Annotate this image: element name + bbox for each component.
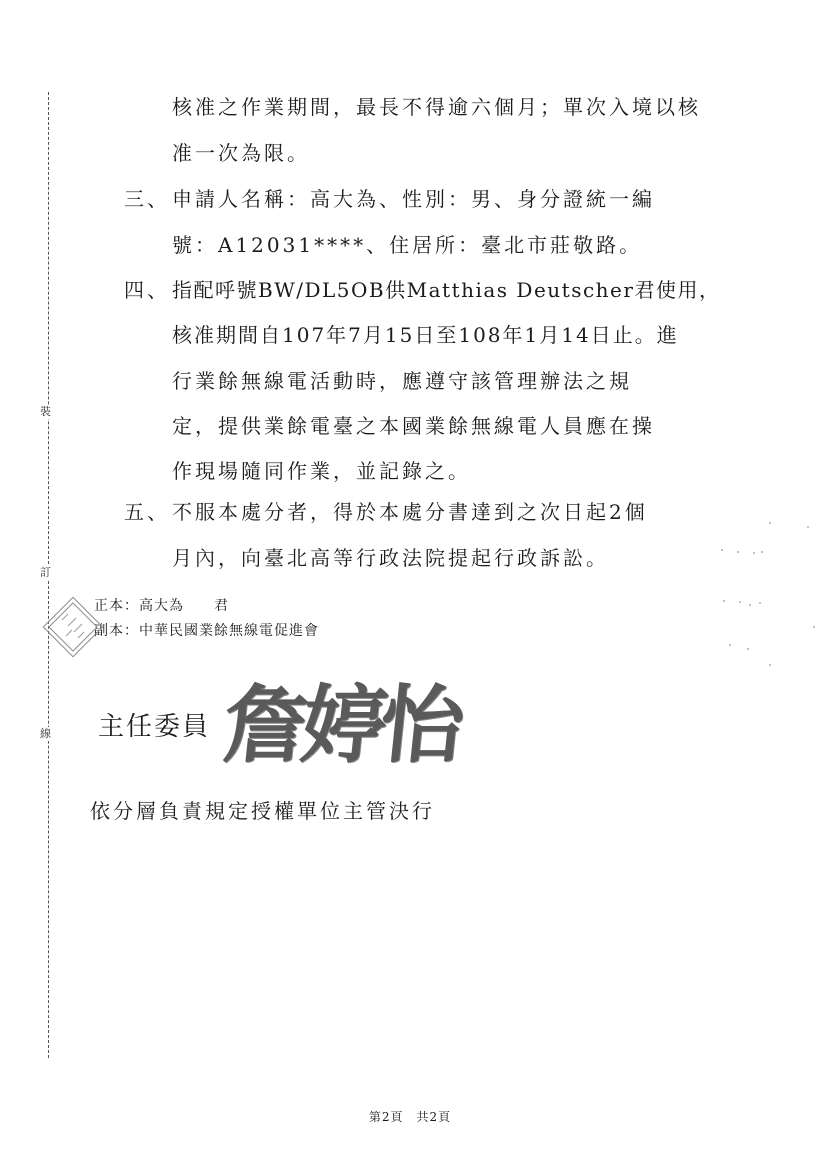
signature-name: 詹婷怡 <box>218 675 464 774</box>
text-line-10: 不服本處分者，得於本處分書達到之次日起2個 <box>172 500 648 524</box>
page-number: 第2頁 共2頁 <box>368 1110 452 1124</box>
copy-recipient: 副本：中華民國業餘無線電促進會 <box>94 623 319 639</box>
binding-mark-zhuang: 裝 <box>40 405 51 418</box>
text-line-8: 定，提供業餘電臺之本國業餘無線電人員應在操 <box>172 414 655 438</box>
item-number-3: 三、 <box>124 187 170 211</box>
text-line-9: 作現場隨同作業，並記錄之。 <box>172 459 471 483</box>
scan-specks <box>710 515 820 685</box>
text-line-5: 指配呼號BW/DL5OB供Matthias Deutscher君使用， <box>172 278 721 302</box>
item-number-4: 四、 <box>124 278 170 302</box>
binding-mark-xian: 線 <box>40 727 51 740</box>
text-line-7: 行業餘無線電活動時，應遵守該管理辦法之規 <box>172 369 632 393</box>
text-line-2: 准一次為限。 <box>172 141 310 165</box>
seal-stamp-icon <box>38 592 108 662</box>
binding-mark-ding: 訂 <box>40 566 51 579</box>
delegation-note: 依分層負責規定授權單位主管決行 <box>90 799 435 823</box>
original-recipient: 正本：高大為 君 <box>94 598 229 614</box>
text-line-4: 號：A12031****、住居所：臺北市莊敬路。 <box>172 233 643 257</box>
text-line-1: 核准之作業期間，最長不得逾六個月；單次入境以核 <box>172 95 701 119</box>
text-line-11: 月內，向臺北高等行政法院提起行政訴訟。 <box>172 546 609 570</box>
text-line-3: 申請人名稱：高大為、性別：男、身分證統一編 <box>172 187 655 211</box>
item-number-5: 五、 <box>124 500 170 524</box>
signatory-title: 主任委員 <box>98 712 211 742</box>
text-line-6: 核准期間自107年7月15日至108年1月14日止。進 <box>172 323 679 347</box>
